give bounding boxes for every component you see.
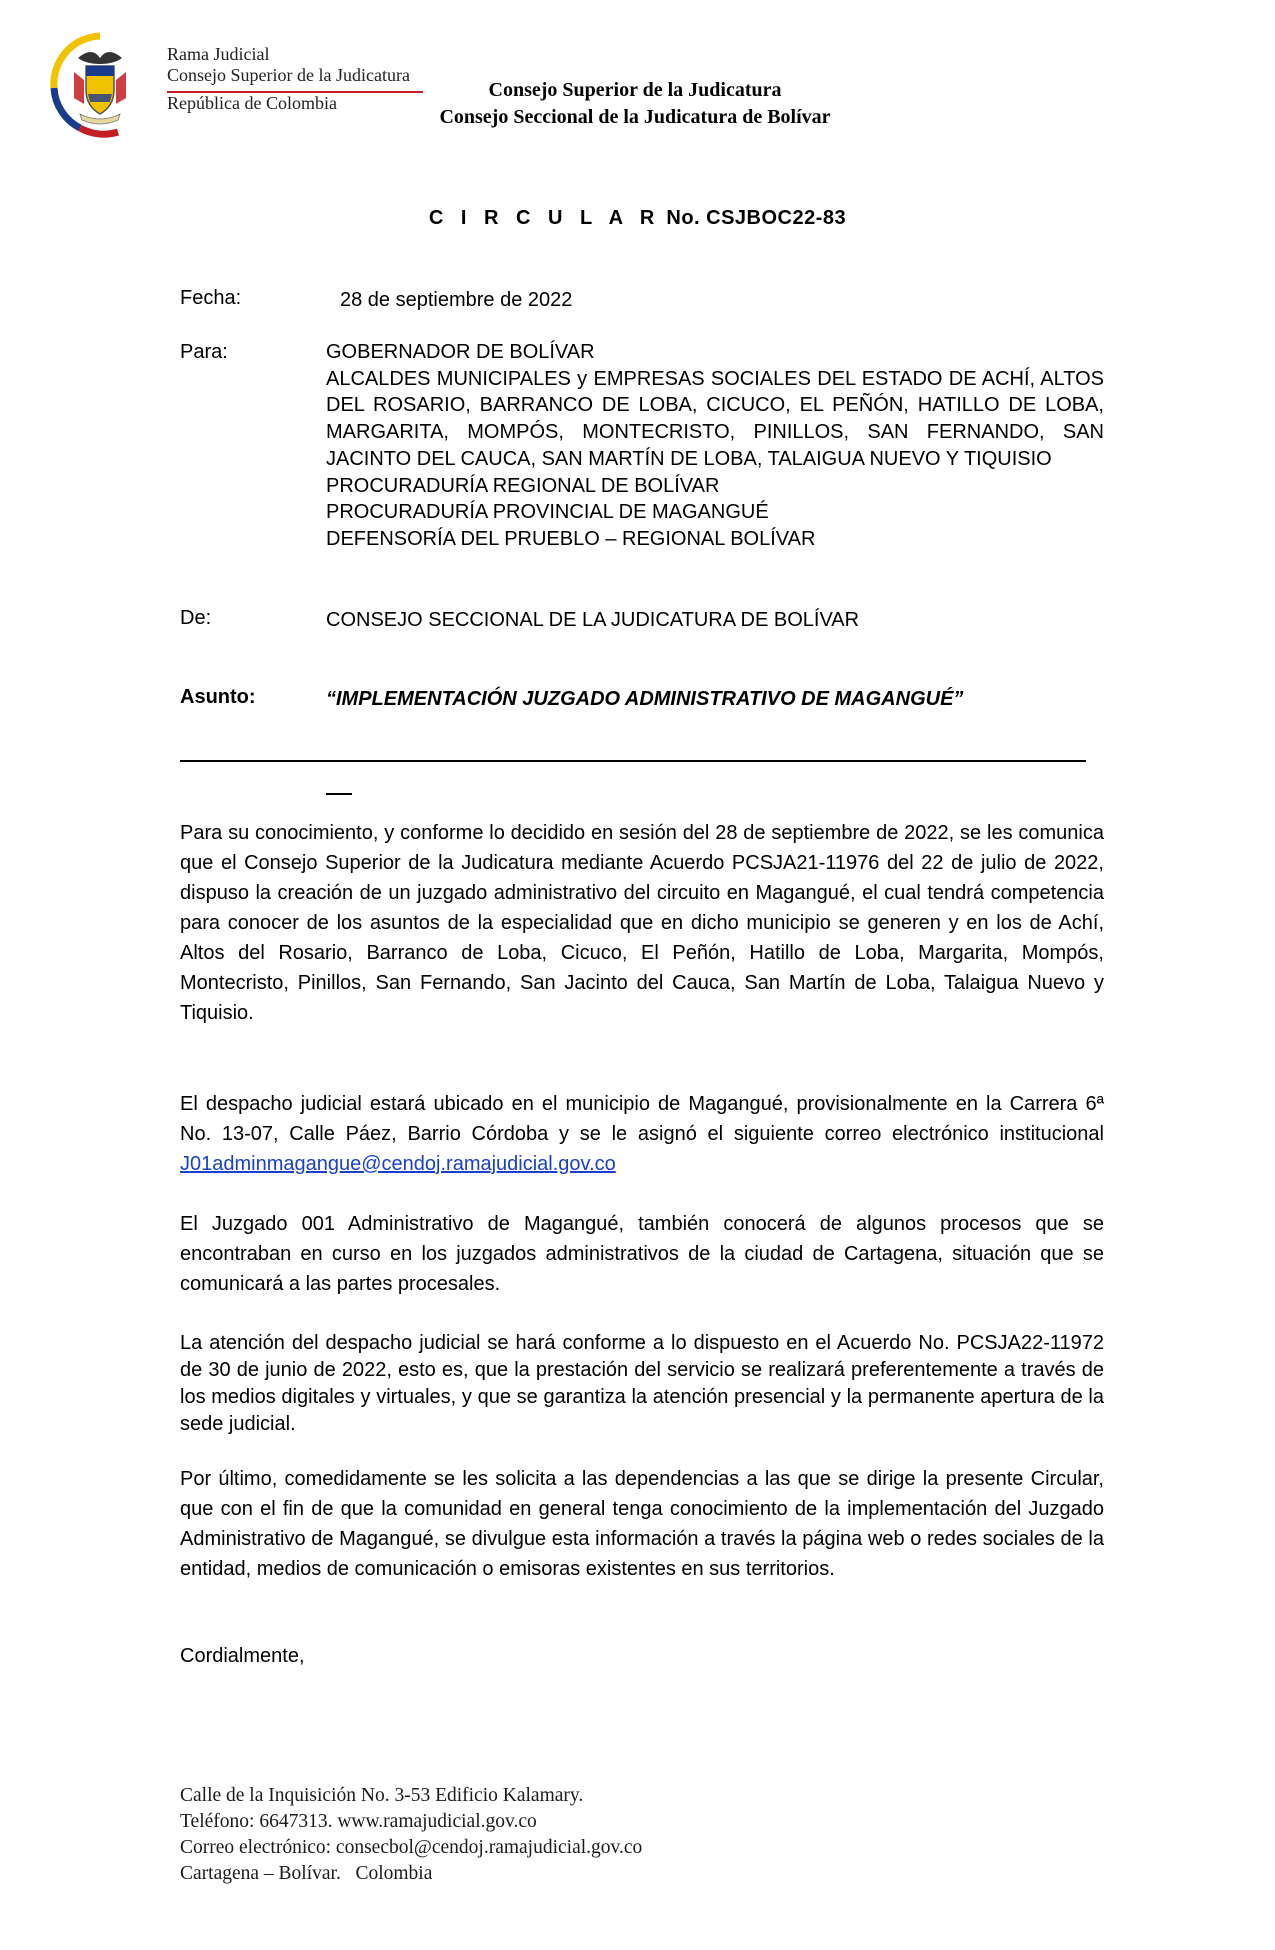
- brand-red-rule: [167, 91, 423, 93]
- coat-of-arms-icon: [40, 28, 160, 138]
- body-paragraph-1: Para su conocimiento, y conforme lo decidido en sesión del 28 de septiembre de 2022, se les comunica que el Consejo Superior de la Judicatura mediante Acuerdo PCSJA21-11976 del 22 de julio de 2022, dispuso la creación de un juzgado administrativo del circuito en Magangué, el cual tendrá competencia para conocer de los asuntos de la especialidad que en dicho municipio se generen y en los de Achí, Altos del Rosario, Barranco de Loba, Cicuco, El Peñón, Hatillo de Loba, Margarita, Mompós, Montecristo, Pinillos, San Fernando, San Jacinto del Cauca, San Martín de Loba, Talaigua Nuevo y Tiquisio.: [180, 822, 1104, 1024]
- footer-line-4: Cartagena – Bolívar. Colombia: [180, 1863, 433, 1884]
- brand-line-1: Rama Judicial: [167, 44, 270, 64]
- footer-line-3: Correo electrónico: consecbol@cendoj.ramajudicial.gov.co: [180, 1837, 643, 1858]
- de-label: De:: [180, 607, 212, 629]
- asunto-value: “IMPLEMENTACIÓN JUZGADO ADMINISTRATIVO DE MAGANGUÉ”: [326, 688, 964, 710]
- recipient-defensoria: DEFENSORÍA DEL PRUEBLO – REGIONAL BOLÍVAR: [326, 527, 816, 550]
- body-paragraph-5: Por último, comedidamente se les solicita a las dependencias a las que se dirige la presente Circular, que con el fin de que la comunidad en general tenga conocimiento de la implementación del Juzgado Administrativo de Magangué, se divulgue esta información a través la página web o redes sociales de la entidad, medios de comunicación o emisoras existentes en sus territorios.: [180, 1468, 1104, 1580]
- recipient-governor: GOBERNADOR DE BOLÍVAR: [326, 341, 595, 363]
- separator-line: [180, 760, 1086, 762]
- de-value: CONSEJO SECCIONAL DE LA JUDICATURA DE BOLÍVAR: [326, 609, 860, 631]
- para-recipients: [326, 339, 1104, 553]
- body-paragraph-2-text: El despacho judicial estará ubicado en el municipio de Magangué, provisionalmente en la Carrera 6ª No. 13-07, Calle Páez, Barrio Córdoba y se le asignó el siguiente correo electrónico institucional: [180, 1093, 1104, 1145]
- footer-address-block: [180, 1783, 642, 1887]
- circular-title: [0, 207, 1275, 230]
- asunto-label: Asunto:: [180, 686, 256, 708]
- brand-line-3: República de Colombia: [167, 93, 337, 113]
- footer-line-1: Calle de la Inquisición No. 3-53 Edificio Kalamary.: [180, 1785, 584, 1806]
- para-label: Para:: [180, 341, 228, 363]
- closing-text: Cordialmente,: [180, 1645, 305, 1667]
- recipient-procuraduria-regional: PROCURADURÍA REGIONAL DE BOLÍVAR: [326, 474, 720, 497]
- body-paragraph-2: [180, 1089, 1104, 1179]
- institutional-email-link[interactable]: J01adminmagangue@cendoj.ramajudicial.gov.co: [180, 1153, 616, 1175]
- rama-judicial-logo: [40, 28, 160, 138]
- footer-line-2: Teléfono: 6647313. www.ramajudicial.gov.co: [180, 1811, 537, 1832]
- body-paragraph-4: La atención del despacho judicial se hará conforme a lo dispuesto en el Acuerdo No. PCSJA22-11972 de 30 de junio de 2022, esto es, que la prestación del servicio se realizará preferentemente a través de los medios digitales y virtuales, y que se garantiza la atención presencial y la permanente apertura de la sede judicial.: [180, 1332, 1104, 1435]
- fecha-label: Fecha:: [180, 287, 242, 309]
- council-line-1: Consejo Superior de la Judicatura: [488, 79, 782, 101]
- brand-line-2: Consejo Superior de la Judicatura: [167, 65, 410, 85]
- fecha-value: 28 de septiembre de 2022: [340, 289, 573, 311]
- separator-dash: [326, 793, 352, 795]
- circular-prefix: C I R C U L A R: [428, 207, 661, 229]
- brand-block: [167, 44, 410, 114]
- recipient-procuraduria-provincial: PROCURADURÍA PROVINCIAL DE MAGANGUÉ: [326, 501, 769, 524]
- council-heading: [400, 77, 870, 131]
- body-paragraph-3: El Juzgado 001 Administrativo de Magangué, también conocerá de algunos procesos que se encontraban en curso en los juzgados administrativos de la ciudad de Cartagena, situación que se comunicará a las partes procesales.: [180, 1213, 1104, 1295]
- circular-number: No. CSJBOC22-83: [666, 207, 847, 229]
- council-line-2: Consejo Seccional de la Judicatura de Bolívar: [439, 106, 831, 128]
- recipient-mayors: ALCALDES MUNICIPALES y EMPRESAS SOCIALES DEL ESTADO DE ACHÍ, ALTOS DEL ROSARIO, BARRANCO DE LOBA, CICUCO, EL PEÑÓN, HATILLO DE LOBA, MARGARITA, MOMPÓS, MONTECRISTO, PINILLOS, SAN FERNANDO, SAN JACINTO DEL CAUCA, SAN MARTÍN DE LOBA, TALAIGUA NUEVO Y TIQUISIO: [326, 367, 1104, 470]
